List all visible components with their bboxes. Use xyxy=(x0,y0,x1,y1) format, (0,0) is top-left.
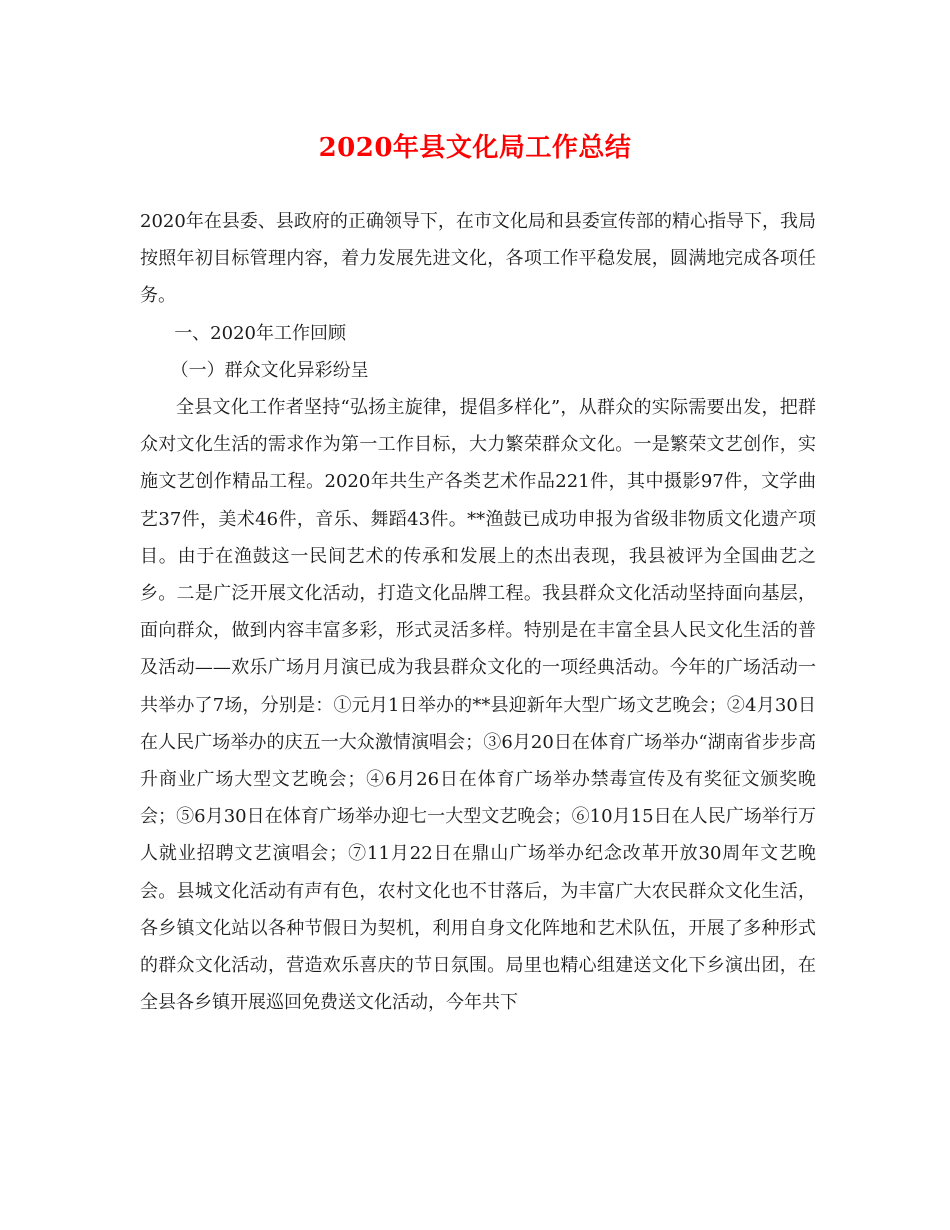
intro-paragraph: 2020年在县委、县政府的正确领导下，在市文化局和县委宣传部的精心指导下，我局按照年初目标管理内容，着力发展先进文化，各项工作平稳发展，圆满地完成各项任务。 xyxy=(140,211,816,307)
document-title: 2020年县文化局工作总结 xyxy=(318,133,632,163)
subsection-heading: （一）群众文化异彩纷呈 xyxy=(170,359,369,381)
body-paragraph: 全县文化工作者坚持“弘扬主旋律，提倡多样化”，从群众的实际需要出发，把群众对文化生活的需求作为第一工作目标，大力繁荣群众文化。一是繁荣文艺创作，实施文艺创作精品工程。2020年共生产各类艺术作品221件，其中摄影97件，文学曲艺37件，美术46件，音乐、舞蹈43件。**渔鼓已成功申报为省级非物质文化遗产项目。由于在渔鼓这一民间艺术的传承和发展上的杰出表现，我县被评为全国曲艺之乡。二是广泛开展文化活动，打造文化品牌工程。我县群众文化活动坚持面向基层，面向群众，做到内容丰富多彩，形式灵活多样。特别是在丰富全县人民文化生活的普及活动——欢乐广场月月演已成为我县群众文化的一项经典活动。今年的广场活动一共举办了7场，分别是：①元月1日举办的**县迎新年大型广场文艺晚会；②4月30日在人民广场举办的庆五一大众激情演唱会；③6月20日在体育广场举办“湖南省步步高升商业广场大型文艺晚会；④6月26日在体育广场举办禁毒宣传及有奖征文颁奖晚会；⑤6月30日在体育广场举办迎七一大型文艺晚会；⑥10月15日在人民广场举行万人就业招聘文艺演唱会；⑦11月22日在鼎山广场举办纪念改革开放30周年文艺晚会。县城文化活动有声有色，农村文化也不甘落后，为丰富广大农民群众文化生活，各乡镇文化站以各种节假日为契机，利用自身文化阵地和艺术队伍，开展了多种形式的群众文化活动，营造欢乐喜庆的节日氛围。局里也精心组建送文化下乡演出团，在全县各乡镇开展巡回免费送文化活动，今年共下 xyxy=(140,397,816,1014)
section-heading: 一、2020年工作回顾 xyxy=(174,322,346,344)
document-body xyxy=(140,203,816,1021)
